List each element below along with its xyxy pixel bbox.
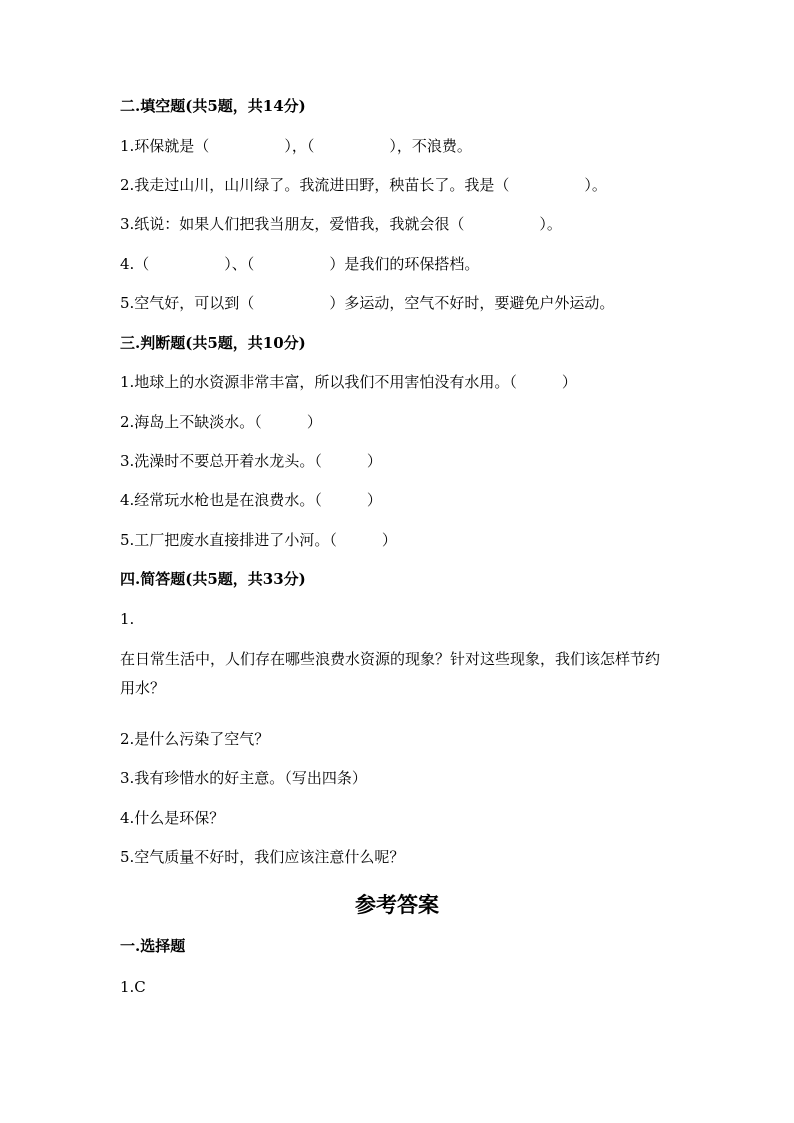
- judge-question-5: 5.工厂把废水直接排进了小河。（ ）: [120, 531, 397, 549]
- answer-item-1: 1.C: [120, 978, 146, 996]
- short-question-4: 4.什么是环保？: [120, 809, 225, 827]
- judge-question-1: 1.地球上的水资源非常丰富，所以我们不用害怕没有水用。（ ）: [120, 373, 577, 391]
- short-question-2: 2.是什么污染了空气？: [120, 730, 270, 748]
- short-question-3: 3.我有珍惜水的好主意。（写出四条）: [120, 769, 367, 787]
- fill-question-1: 1.环保就是（ ），（ ），不浪费。: [120, 137, 472, 155]
- judge-section-heading: 三.判断题(共5题，共10分): [120, 334, 306, 352]
- judge-question-3: 3.洗澡时不要总开着水龙头。（ ）: [120, 452, 382, 470]
- judge-question-2: 2.海岛上不缺淡水。（ ）: [120, 413, 322, 431]
- fill-question-4: 4.（ ）、（ ）是我们的环保搭档。: [120, 255, 480, 273]
- short-question-5: 5.空气质量不好时，我们应该注意什么呢？: [120, 848, 405, 866]
- short-section-heading: 四.简答题(共5题，共33分): [120, 570, 306, 588]
- short-question-1-text: 在日常生活中，人们存在哪些浪费水资源的现象？针对这些现象，我们该怎样节约用水？: [120, 650, 661, 697]
- fill-question-5: 5.空气好，可以到（ ）多运动，空气不好时，要避免户外运动。: [120, 294, 615, 312]
- fill-question-2: 2.我走过山川，山川绿了。我流进田野，秧苗长了。我是（ ）。: [120, 176, 607, 194]
- answer-title: 参考答案: [355, 892, 439, 917]
- judge-question-4: 4.经常玩水枪也是在浪费水。（ ）: [120, 491, 382, 509]
- fill-question-3: 3.纸说：如果人们把我当朋友，爱惜我，我就会很（ ）。: [120, 215, 562, 233]
- short-question-1-number: 1.: [120, 610, 135, 628]
- answer-section-heading: 一.选择题: [120, 937, 186, 955]
- fill-section-heading: 二.填空题(共5题，共14分): [120, 97, 306, 115]
